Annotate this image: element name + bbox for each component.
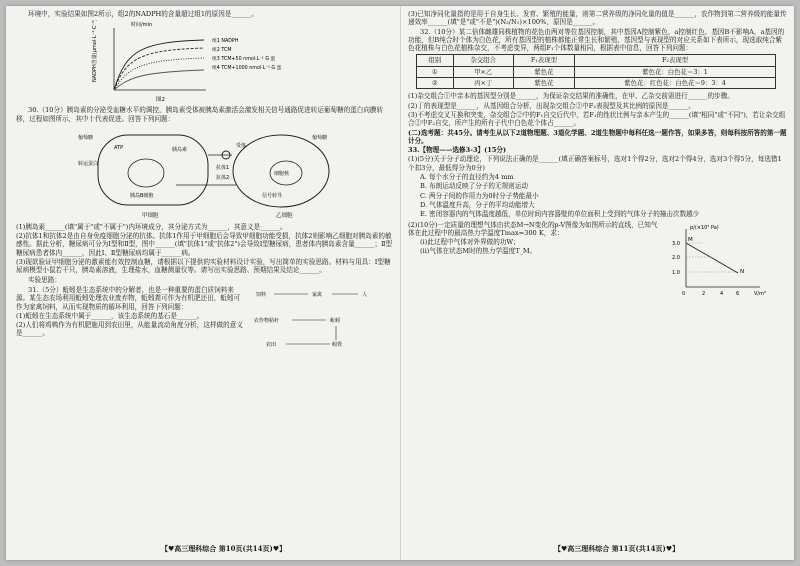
fig2-curve-3 [114,48,204,90]
pv-ytick-1: 1.0 [672,269,680,276]
pv-ytick-3: 3.0 [672,240,680,247]
q32-cell: 紫色花 [513,78,574,89]
q31-flow-svg [252,286,392,356]
fig2-x-title: 时间/min [131,22,153,29]
q32-cell: 甲×乙 [453,66,513,77]
q31-node-human: 人 [362,291,368,298]
q30-label-antibody-2: 抗体2 [216,174,230,181]
q30-label-b-cell: 胰岛B细胞 [130,192,154,199]
q31-node-feed: 饲料 [256,291,267,298]
figure-2-plot [86,20,316,104]
q30-label-receptor: 受体 [236,142,247,149]
q30-label-antibody-1: 抗体1 [216,164,230,171]
q33-title: 33.【物理——选修3-3】(15分) [408,146,507,155]
q33-sub1: (1)(5分)关于分子动理论，下列说法正确的是______(填正确答案标号，选对1个得2分，选对2个得4分，选对3个得5分，每选错1个扣3分，最低得分为0分) [408,155,782,172]
cell-a-vesicle [128,159,164,187]
fig2-curve-4 [114,40,204,90]
fig2-curve-1 [114,70,204,90]
q32-stem: 32.（10分）某二倍体雌雄同株植物的花色由两对等位基因控制，其中基因A控制紫色，a控制红色，基因B不影响A，a基因的功能，但B纯合时个体为白色花，所有基因型的植株都能正常生长和繁殖，基因型与表现型的对应关系如下表所示，现选取纯合紫色花植株与白色花植株杂交，不考虑变异，两组F₁个体数量相同，根据表中信息，回答下列问题： [408,27,785,53]
q33-option-b: B. 布朗运动反映了分子的无规则运动 [420,182,528,191]
right-page [408,10,788,558]
table-row [417,78,776,89]
fig2-legend-4: 组4 TCM+1000 nmol·L⁻¹ G 蛋 [212,66,282,72]
fig2-caption: 图2 [156,97,165,104]
pv-ytick-2: 2.0 [672,254,680,261]
q33-option-d: D. 气体温度升高，分子的平均动能增大 [420,200,535,209]
q30-label-nucleus: 细胞核 [274,170,290,177]
q32-header-f2: F₂表现型 [575,55,776,66]
intro-text: 环境中，实验结果如图2所示，组2的NADPH的含量超过组1的原因是______。 [28,10,258,18]
q30-label-glucose: 葡萄糖 [78,134,94,141]
fig2-curve-2 [114,58,204,90]
q31-sub3: (3)已知净同化量指的是用于自身生长、发育、繁殖的能量，则第二营养级的净同化量的值是______，农作物到第二营养级的能量传递效率______(填"是"或"不是")(N₂/N₁)×100%，原因是______。 [408,10,787,27]
exam-sheet [6,6,794,560]
q31-sub1: (1)蚯蚓在生态系统中属于______，该生态系统的基石是______。 [16,311,204,320]
fig2-legend-2: 组2 TCM [212,48,232,54]
q31-node-castings: 蚓粪 [332,341,343,348]
pv-xtick-4: 4 [720,290,724,297]
fig2-legend-3: 组3 TCM+50 nmol·L⁻¹ G 蛋 [212,57,276,63]
q32-cell: 紫色花：红色花：白色花＝9：3：4 [575,78,776,89]
pv-xtick-2: 2 [702,290,706,297]
q30-label-cell-a: 甲细胞 [142,212,159,219]
q33-option-e: E. 密闭容器内的气体温度越低，单位时间内容器壁的单位面积上受到的气体分子的撞击次数越少 [420,210,700,219]
q33-part-i: (ⅰ)此过程中气体对外界做的功W； [420,238,520,247]
q30-sub2: (2)抗体1和抗体2是由自身免疫细胞分泌的抗体。抗体1作用于甲细胞后会导致甲细胞功能受损，抗体2则影响乙细胞对胰岛素的敏感性。据此分析，糖尿病可分为Ⅰ型和Ⅱ型，图中______(填"抗体1"或"抗体2")会导致Ⅰ型糖尿病，患者体内胰岛素含量______；Ⅱ型糖尿病患者体内______，因此Ⅰ、Ⅱ型糖尿病均属于______病。 [16,232,393,257]
pv-line-mn [686,243,738,273]
q30-label-cell-b: 乙细胞 [276,212,293,219]
q31-flow-diagram [252,286,392,356]
q30-sub3: (3)现欲验证甲细胞分泌的激素能有效控制血糖，请根据以下提供的实验材料设计实验，写出简单的实验思路。材料与用具：Ⅰ型糖尿病模型小鼠若干只，胰岛素溶液，生理盐水，血糖测量仪等。请写出实验思路、预期结果及结论______。 [16,258,391,275]
q30-stem: 30.（10分）胰岛素的分泌受血糖水平的调控，胰岛素受体被胰岛素激活会激发相关信号通路促进转运葡萄糖的蛋白向膜转移，过程如图所示，其中十代表促进。回答下列问题： [16,106,384,123]
fig2-legend-1: 组1 NADPH [212,39,239,45]
q30-label-glucose-2: 葡萄糖 [312,134,328,141]
q32-cell: 紫色花：白色花＝3：1 [575,66,776,77]
pv-point-n: N [740,268,745,275]
q30-label-insulin: 胰岛素 [172,146,188,153]
q30-sub1: (1)胰岛素______(填"属于"或"不属于")内环境成分，其分泌方式为______，其意义是______。 [16,222,287,231]
pv-graph-svg [664,221,774,301]
q30-label-signal: 信号转导 [262,192,283,199]
fig2-y-title: NADPH含量(μmol·L⁻¹·C⁻¹) [92,20,98,83]
q32-cell: ① [417,66,454,77]
q30-label-atp: ATP [114,144,124,151]
q32-header-f1: F₁表现型 [513,55,574,66]
pv-x-label: V/m³ [754,290,766,297]
q31-stem: 31.（5分）蚯蚓是生态系统中的分解者，也是一种重要的蛋白质饲料来源。某生态农场利用蚯蚓处理农业废弃物，蚯蚓粪可作为有机肥还田，蚯蚓可作为家禽饲料，从而实现物质的循环利用，回答下列问题： [16,285,241,311]
left-page [16,10,396,558]
page-fold-line [400,6,401,560]
q32-cell: 丙×丁 [453,78,513,89]
q33-part-ii: (ⅱ)气体在状态M时的热力学温度T_M。 [420,247,537,256]
q32-cell: ② [417,78,454,89]
q30-design: 实验思路： [28,275,61,284]
q32-header-group: 组别 [417,55,454,66]
q33-option-a: A. 每个水分子的直径约为4 mm [420,173,514,182]
section-2-heading: (二)选考题：共45分。请考生从以下2道物理题、3道化学题、2道生物题中每科任选一题作答，如果多答，则每科按所答的第一题计分。 [408,128,787,145]
pv-point-m: M [688,236,693,243]
q30-cell-diagram [76,125,336,221]
q31-node-poultry: 家禽 [312,291,323,298]
q31-node-earthworm: 蚯蚓 [330,317,341,324]
q30-figure [76,125,336,221]
q32-sub2: (2)丁的表现型是______，从基因组合分析，出现杂交组合②中F₂表现型及其比例的原因是______。 [408,101,695,110]
pv-y-label: p/(×10⁵ Pa) [690,224,719,231]
q31-sub2: (2)人们将鸡鸭作为有机肥施用到农田里，从能量流动角度分析，这样做的意义是______。 [16,321,243,338]
figure-2 [86,20,316,104]
left-footer: 【♥高三理科综合 第10页(共14页)♥】 [161,544,287,553]
q32-sub1: (1)杂交组合①中亲本的基因型分别是______，为保证杂交结果的准确性，在甲、乙杂交前需进行______的步骤。 [408,92,734,101]
q32-cell: 紫色花 [513,66,574,77]
q33-sub2: (2)(10分)一定质量的理想气体由状态M→N变化的p-V图像为如图所示的直线，已知气体在此过程中的最高热力学温度Tmax=300 K，求： [408,220,658,237]
q32-cross-table [416,54,776,89]
q32-sub3: (3)不考虑交叉互换和突变，杂交组合②中的F₁自交后代中，若F₁的性状比例与亲本产生的______(填"相同"或"不同")，若让杂交组合②中F₂自交，所产生的所有子代中白色花个体占______。 [408,110,786,128]
q32-header-cross: 杂交组合 [453,55,513,66]
q30-label-transporter: 转运蛋白 [78,160,99,167]
pv-graph [664,221,774,301]
q33-option-c: C. 两分子间的作用力为0时分子势能最小 [420,191,539,200]
right-footer: 【♥高三理科综合 第11页(共14页)♥】 [554,544,680,553]
table-row [417,66,776,77]
q31-node-straw: 农作物秸秆 [254,317,280,324]
q31-node-field: 农田 [266,341,277,348]
pv-xtick-6: 6 [736,290,740,297]
pv-xtick-0: 0 [682,290,686,297]
